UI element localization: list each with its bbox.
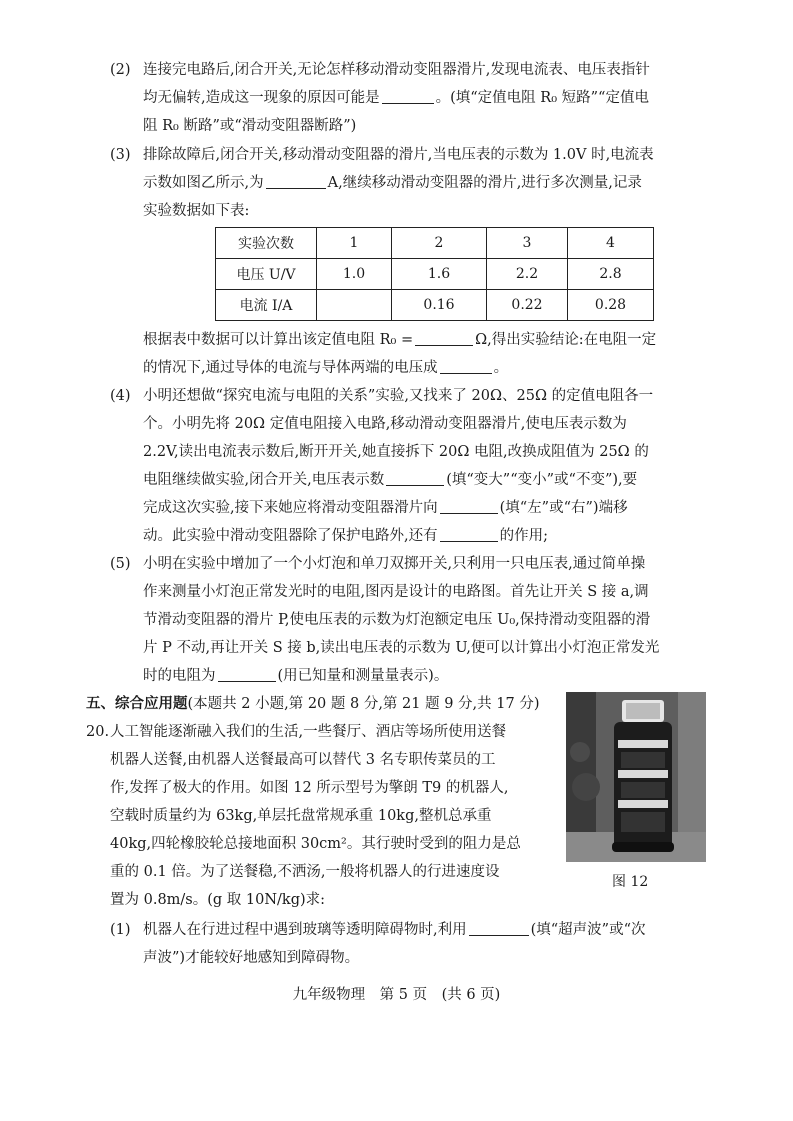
q5-line-4: 片 P 不动,再让开关 S 接 b,读出电压表的示数为 U,便可以计算出小灯泡正常发光 (143, 640, 660, 656)
table-cell: 0.16 (392, 290, 487, 321)
table-cell: 1.0 (317, 259, 392, 290)
table-cell: 电流 I/A (216, 290, 317, 321)
q2-line-2-text: 均无偏转,造成这一现象的原因可能是 (143, 90, 380, 106)
q4-line-4-text: 电阻继续做实验,闭合开关,电压表示数 (143, 472, 385, 488)
table-cell: 0.22 (487, 290, 568, 321)
robot-photo (566, 692, 706, 862)
q20-line-3: 作,发挥了极大的作用。如图 12 所示型号为擎朗 T9 的机器人, (110, 780, 509, 796)
q2-line-2 (143, 88, 649, 108)
table-cell: 4 (568, 228, 654, 259)
q4-line-5-text: 完成这次实验,接下来她应将滑动变阻器滑片向 (143, 500, 438, 516)
q5-line-5 (143, 666, 448, 686)
answer-blank[interactable] (440, 527, 498, 542)
q5-line-5-tail: (用已知量和测量量表示)。 (277, 668, 449, 684)
table-cell: 2 (392, 228, 487, 259)
robot-illustration (566, 692, 706, 862)
q3-line-5-tail: 。 (493, 360, 509, 376)
q3-line-1: 排除故障后,闭合开关,移动滑动变阻器的滑片,当电压表的示数为 1.0V 时,电流表 (143, 147, 654, 163)
table-cell: 0.28 (568, 290, 654, 321)
q4-number: (4) (110, 388, 131, 404)
table-cell: 1 (317, 228, 392, 259)
answer-blank[interactable] (415, 331, 473, 346)
q2-line-2-tail: 。(填“定值电阻 R₀ 短路”“定值电 (435, 90, 649, 106)
q5-line-5-text: 时的电阻为 (143, 668, 216, 684)
q2-number: (2) (110, 62, 131, 78)
table-row (216, 290, 654, 321)
q4-line-6-tail: 的作用; (499, 528, 548, 544)
q20-line-1: 人工智能逐渐融入我们的生活,一些餐厅、酒店等场所使用送餐 (110, 724, 507, 740)
q5-line-1: 小明在实验中增加了一个小灯泡和单刀双掷开关,只利用一只电压表,通过简单操 (143, 556, 646, 572)
q3-line-4 (143, 330, 656, 350)
section-5-title: 五、综合应用题 (86, 695, 188, 712)
table-cell (317, 290, 392, 321)
answer-blank[interactable] (386, 471, 444, 486)
answer-blank[interactable] (440, 499, 498, 514)
q4-line-6-text: 动。此实验中滑动变阻器除了保护电路外,还有 (143, 528, 438, 544)
q5-number: (5) (110, 556, 131, 572)
q2-line-1: 连接完电路后,闭合开关,无论怎样移动滑动变阻器滑片,发现电流表、电压表指针 (143, 62, 650, 78)
table-cell: 3 (487, 228, 568, 259)
q20-part-1-number: (1) (110, 922, 131, 938)
answer-blank[interactable] (469, 921, 529, 936)
q20-line-2: 机器人送餐,由机器人送餐最高可以替代 3 名专职传菜员的工 (110, 752, 496, 768)
data-table (215, 227, 654, 321)
q3-line-3: 实验数据如下表: (143, 203, 250, 219)
q20-line-4: 空载时质量约为 63kg,单层托盘常规承重 10kg,整机总承重 (110, 808, 492, 824)
q4-line-4 (143, 470, 637, 490)
q3-number: (3) (110, 147, 131, 163)
q3-line-2 (143, 173, 642, 193)
table-row (216, 259, 654, 290)
figure-12-caption: 图 12 (612, 874, 649, 890)
page-footer: 九年级物理 第 5 页 (共 6 页) (292, 987, 501, 1003)
q3-line-4-text: 根据表中数据可以计算出该定值电阻 R₀ = (143, 332, 414, 348)
table-cell: 电压 U/V (216, 259, 317, 290)
q4-line-5-tail: (填“左”或“右”)端移 (499, 500, 628, 516)
q20-part-1-line-1 (143, 920, 646, 940)
table-cell: 2.8 (568, 259, 654, 290)
q5-line-2: 作来测量小灯泡正常发光时的电阻,图丙是设计的电路图。首先让开关 S 接 a,调 (143, 584, 649, 600)
q4-line-4-tail: (填“变大”“变小”或“不变”),要 (446, 472, 638, 488)
q20-line-7: 置为 0.8m/s。(g 取 10N/kg)求: (110, 892, 326, 908)
q3-line-2-tail: A,继续移动滑动变阻器的滑片,进行多次测量,记录 (327, 175, 642, 191)
q20-line-6: 重的 0.1 倍。为了送餐稳,不洒汤,一般将机器人的行进速度设 (110, 864, 500, 880)
q4-line-1: 小明还想做“探究电流与电阻的关系”实验,又找来了 20Ω、25Ω 的定值电阻各一 (143, 388, 654, 404)
answer-blank[interactable] (440, 359, 492, 374)
answer-blank[interactable] (218, 667, 276, 682)
section-5-description: (本题共 2 小题,第 20 题 8 分,第 21 题 9 分,共 17 分) (187, 696, 540, 712)
q20-part-1-tail: (填“超声波”或“次 (530, 922, 646, 938)
q3-line-5-text: 的情况下,通过导体的电流与导体两端的电压成 (143, 360, 438, 376)
q4-line-3: 2.2V,读出电流表示数后,断开开关,她直接拆下 20Ω 电阻,改换成阻值为 25Ω 的 (143, 444, 649, 460)
q20-number: 20. (86, 724, 110, 740)
table-cell: 实验次数 (216, 228, 317, 259)
q20-part-1-line-2: 声波”)才能较好地感知到障碍物。 (143, 950, 360, 966)
q3-line-2-text: 示数如图乙所示,为 (143, 175, 264, 191)
answer-blank[interactable] (382, 89, 434, 104)
q3-line-5 (143, 358, 508, 378)
q4-line-2: 个。小明先将 20Ω 定值电阻接入电路,移动滑动变阻器滑片,使电压表示数为 (143, 416, 627, 432)
q3-line-4-tail: Ω,得出实验结论:在电阻一定 (475, 332, 657, 348)
q4-line-6 (143, 526, 548, 546)
q20-line-5: 40kg,四轮橡胶轮总接地面积 30cm²。其行驶时受到的阻力是总 (110, 836, 521, 852)
section-5-heading (86, 694, 539, 714)
answer-blank[interactable] (266, 174, 326, 189)
q4-line-5 (143, 498, 628, 518)
table-cell: 2.2 (487, 259, 568, 290)
table-cell: 1.6 (392, 259, 487, 290)
q5-line-3: 节滑动变阻器的滑片 P,使电压表的示数为灯泡额定电压 U₀,保持滑动变阻器的滑 (143, 612, 651, 628)
table-row (216, 228, 654, 259)
q20-part-1-text: 机器人在行进过程中遇到玻璃等透明障碍物时,利用 (143, 922, 467, 938)
q2-line-3: 阻 R₀ 断路”或“滑动变阻器断路”) (143, 118, 357, 134)
